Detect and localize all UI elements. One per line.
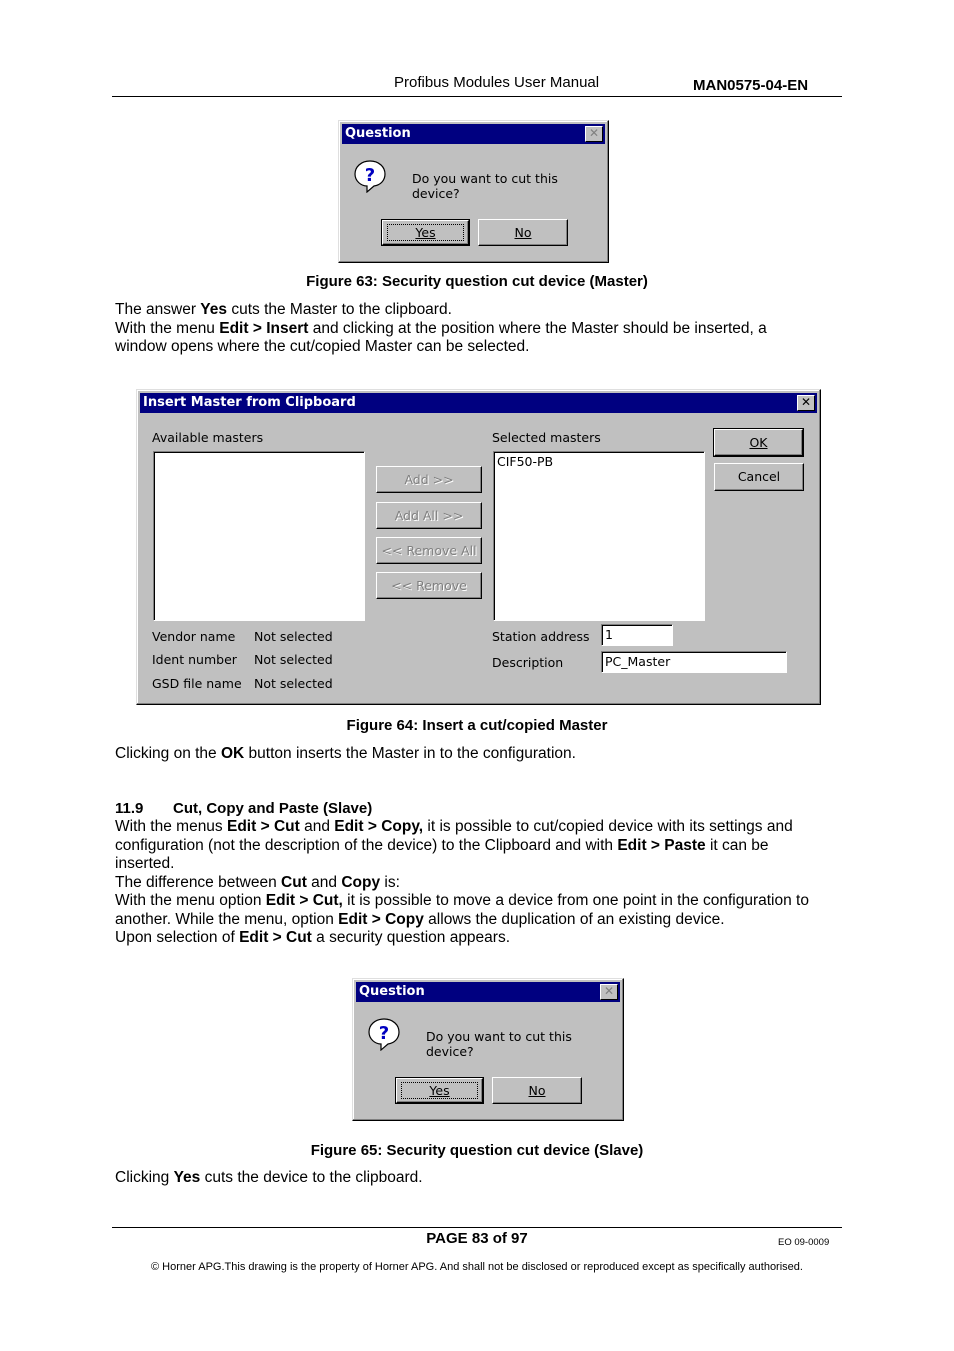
remove-button[interactable] — [376, 572, 482, 599]
figure-63-caption: Figure 63: Security question cut device (Master) — [306, 273, 648, 290]
copyright-notice: © Horner APG.This drawing is the property of Horner APG. And shall not be disclosed or reproduced except as specifically authorised. — [151, 1261, 803, 1273]
eo-code: EO 09-0009 — [778, 1237, 830, 1248]
dialog-message: Do you want to cut this device? — [426, 1029, 572, 1059]
cancel-button[interactable] — [714, 463, 804, 491]
section-title: Cut, Copy and Paste (Slave) — [173, 800, 373, 817]
figure-65-caption: Figure 65: Security question cut device (Slave) — [310, 1142, 644, 1159]
paragraph-3: With the menus Edit > Cut and Edit > Copy, it is possible to cut/copied device with its settings and configuration (not the description of the device) to the Clipboard and with Edit > Paste it can be inserted. The difference between Cut and Copy is: With the menu option Edit > Cut, it is possible to move a device from one point in the configuration to another. While the menu, option Edit > Copy allows the duplication of an existing device. Upon selection of Edit > Cut a security question appears. — [115, 818, 809, 946]
question-icon — [353, 159, 387, 193]
gsd-file-name-value: Not selected — [254, 676, 333, 691]
paragraph-4: Clicking Yes cuts the device to the clipboard. — [115, 1169, 423, 1186]
station-address-label: Station address — [492, 629, 590, 644]
yes-button-label: Yes — [415, 225, 436, 240]
paragraph-2: Clicking on the OK button inserts the Master in to the configuration. — [115, 745, 576, 762]
cancel-button-label: Cancel — [737, 469, 781, 484]
dialog-message: Do you want to cut this device? — [412, 171, 558, 201]
add-button[interactable] — [376, 466, 482, 493]
ident-number-label: Ident number — [152, 652, 237, 667]
add-all-button-label: Add All >> — [394, 508, 464, 523]
list-item[interactable]: CIF50-PB — [497, 454, 554, 469]
footer-rule — [112, 1227, 842, 1228]
close-icon[interactable]: ✕ — [797, 395, 815, 411]
header-rule — [112, 96, 842, 97]
yes-button[interactable] — [396, 1078, 483, 1103]
no-button-label: No — [528, 1083, 546, 1098]
vendor-name-label: Vendor name — [152, 629, 236, 644]
page-number: PAGE 83 of 97 — [426, 1230, 528, 1247]
remove-button-label: << Remove — [391, 578, 467, 593]
description-input[interactable]: PC_Master — [601, 651, 787, 673]
no-button[interactable] — [478, 219, 568, 246]
add-button-label: Add >> — [404, 472, 454, 487]
insert-master-dialog — [136, 389, 821, 705]
dialog-title: Question — [345, 126, 411, 141]
remove-all-button[interactable] — [376, 537, 482, 564]
remove-all-button-label: << Remove All — [381, 543, 477, 558]
available-masters-label: Available masters — [152, 430, 264, 445]
header-title: Profibus Modules User Manual — [394, 74, 600, 91]
available-masters-list[interactable] — [153, 451, 365, 621]
selected-masters-list[interactable] — [493, 451, 705, 621]
section-number: 11.9 — [115, 800, 144, 817]
close-icon[interactable]: ✕ — [600, 984, 618, 1000]
ok-button[interactable] — [714, 429, 803, 456]
ident-number-value: Not selected — [254, 652, 333, 667]
description-label: Description — [492, 655, 564, 670]
ok-button-label: OK — [749, 435, 768, 450]
no-button[interactable] — [492, 1077, 582, 1104]
paragraph-1: The answer Yes cuts the Master to the clipboard. With the menu Edit > Insert and clicking at the position where the Master should be inserted, a window opens where the cut/copied Master can be selected. — [115, 301, 767, 355]
question-icon — [367, 1017, 401, 1051]
yes-button[interactable] — [382, 220, 469, 245]
close-icon[interactable]: ✕ — [585, 126, 603, 142]
no-button-label: No — [514, 225, 532, 240]
dialog-title: Question — [359, 984, 425, 999]
selected-masters-label: Selected masters — [492, 430, 601, 445]
question-dialog-master — [338, 120, 609, 263]
figure-64-caption: Figure 64: Insert a cut/copied Master — [346, 717, 608, 734]
header-doc-code: MAN0575-04-EN — [693, 77, 809, 94]
add-all-button[interactable] — [376, 502, 482, 529]
dialog-titlebar — [342, 124, 605, 144]
station-address-input[interactable]: 1 — [601, 624, 673, 646]
question-dialog-slave — [352, 978, 624, 1121]
dialog-titlebar — [140, 393, 817, 413]
gsd-file-name-label: GSD file name — [152, 676, 242, 691]
focus-rect — [401, 1082, 478, 1099]
svg-text:?: ? — [378, 1023, 390, 1044]
yes-button-label: Yes — [429, 1083, 450, 1098]
vendor-name-value: Not selected — [254, 629, 333, 644]
focus-rect — [387, 224, 464, 241]
dialog-title: Insert Master from Clipboard — [143, 395, 356, 410]
svg-text:?: ? — [364, 165, 376, 186]
dialog-titlebar — [356, 982, 620, 1002]
